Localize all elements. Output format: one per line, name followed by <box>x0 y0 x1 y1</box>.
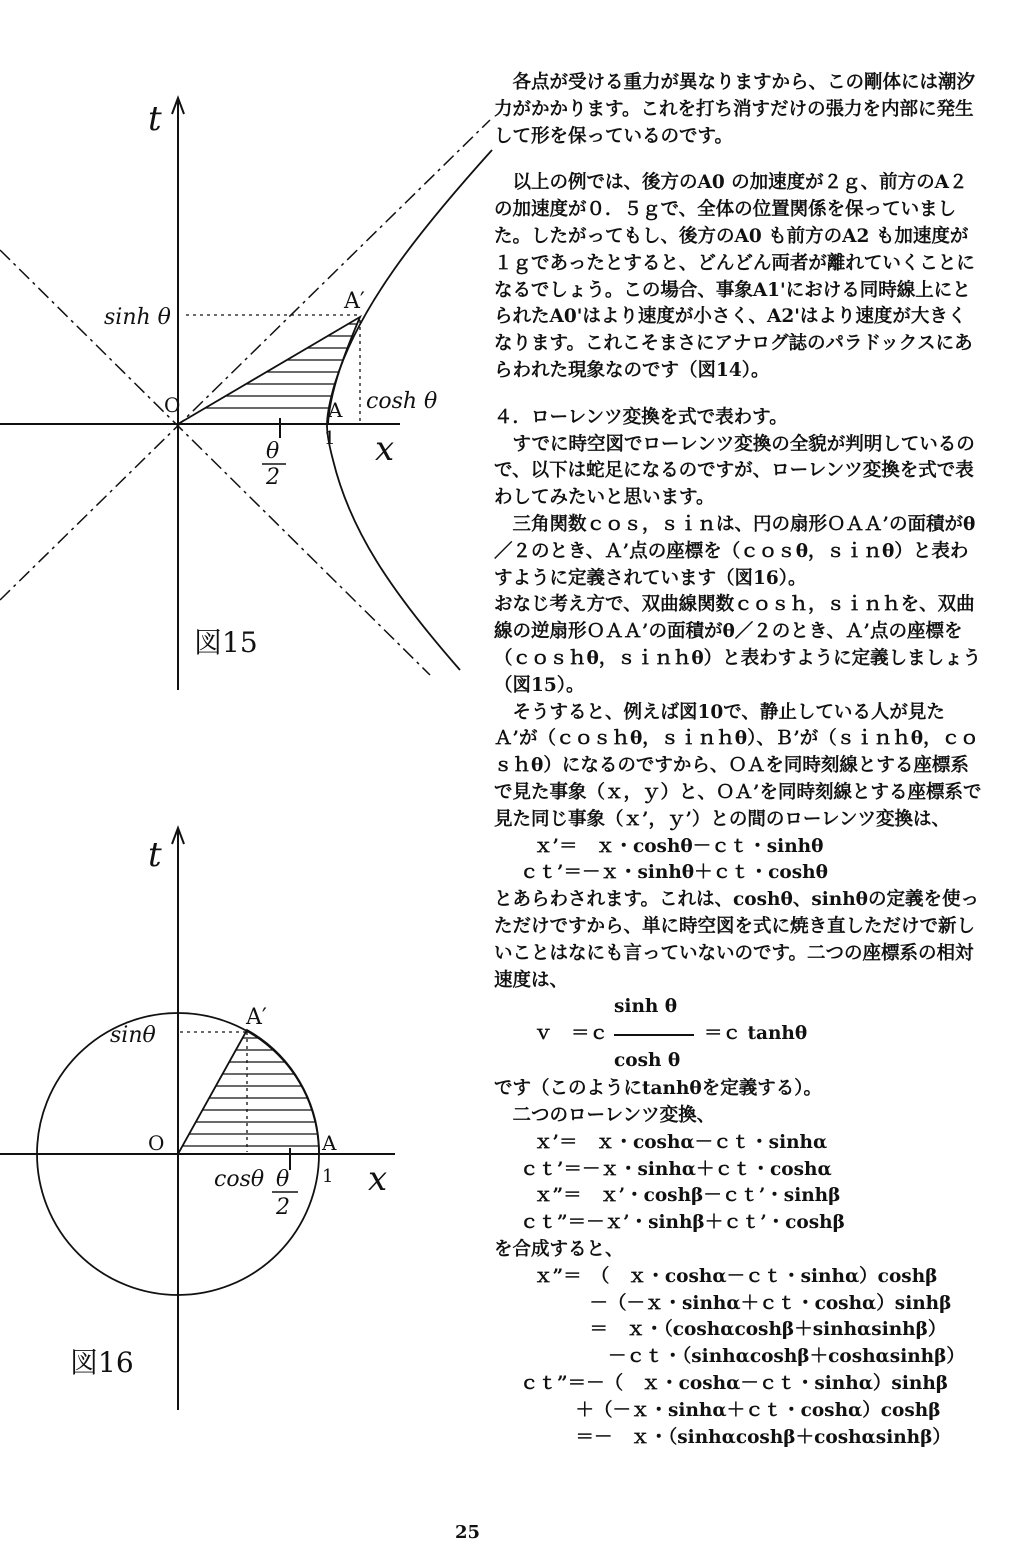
figure-16-caption: 図16 <box>70 1346 134 1379</box>
x-label: x <box>368 1159 388 1199</box>
page-number: 25 <box>455 1522 481 1543</box>
sinh-label: sinh θ <box>104 305 171 330</box>
paragraph-lorentz: そうすると、例えば図10で、静止している人が見たＡ’が（ｃｏｓｈθ，ｓｉｎｈθ）、Ｂ’が（ｓｉｎｈθ，ｃｏｓｈθ）になるのですから、ＯＡを同時刻線とする座標系で見た事象（ｘ，ｙ）と、ＯＡ’を同時刻線とする座標系で見た同じ事象（ｘ’，ｙ’）との間のローレンツ変換は、 <box>494 701 982 830</box>
figure-15-hyperbola <box>0 60 500 700</box>
equation-5: ｘ”＝ ｘ’・coshβ－ｃｔ’・sinhβ <box>534 1185 841 1207</box>
fraction-bar <box>614 1034 694 1036</box>
paragraph-tanh: です（このようにtanhθを定義する）。 <box>494 1078 823 1100</box>
figure-15-caption: 図15 <box>194 626 258 659</box>
origin-label: O <box>164 393 181 417</box>
circular-sector <box>178 1030 319 1154</box>
paragraph-acceleration: 以上の例では、後方のA0 の加速度が２ｇ、前方のA２ の加速度が０．５ｇで、全体の位置関係を保っていました。したがってもし、後方のA0 も前方のA2 も加速度が１ｇであったとすると、どんどん両者が離れていくことになるでしょう。この場合、事象A1'における同時線上にとられたA0'はより速度が小さく、A2'はより速度が大きくなります。これこそまさにアナログ誌のパラドックスにあらわれた現象なのです（図14）。 <box>494 172 975 381</box>
theta-numerator: θ <box>276 1167 290 1192</box>
fraction-numerator: sinh θ <box>614 996 678 1018</box>
t-label: t <box>148 835 162 875</box>
origin-label: O <box>148 1131 165 1155</box>
equation-4: ｃｔ’＝－ｘ・sinhα＋ｃｔ・coshα <box>520 1158 832 1180</box>
one-label: 1 <box>324 428 336 449</box>
cosh-label: cosh θ <box>366 389 438 414</box>
equation-10: －ｃｔ・（sinhαcoshβ＋coshαsinhβ） <box>534 1346 965 1368</box>
equation-8: －（－ｘ・sinhα＋ｃｔ・coshα）sinhβ <box>534 1292 952 1314</box>
figure-16-circle <box>0 820 480 1440</box>
equation-13: ＝－ ｘ・（sinhαcoshβ＋coshαsinhβ） <box>520 1426 951 1448</box>
t-label: t <box>148 99 162 139</box>
x-label: x <box>375 429 395 469</box>
text-column <box>494 70 984 1451</box>
equation-1: ｘ’＝ ｘ・coshθ－ｃｔ・sinhθ <box>534 835 824 857</box>
equation-3: ｘ’＝ ｘ・coshα－ｃｔ・sinhα <box>534 1131 828 1153</box>
equation-6: ｃｔ”＝－ｘ’・sinhβ＋ｃｔ’・coshβ <box>520 1212 845 1234</box>
theta-denominator: 2 <box>266 465 280 490</box>
paragraph-compose: を合成すると、 <box>494 1239 624 1261</box>
theta-denominator: 2 <box>276 1195 290 1220</box>
a-label: A <box>328 398 343 422</box>
equation-9: ＝ ｘ・（coshαcoshβ＋sinhαsinhβ） <box>534 1319 947 1341</box>
fraction-denominator: cosh θ <box>614 1050 681 1072</box>
equation-2: ｃｔ’＝－ｘ・sinhθ＋ｃｔ・coshθ <box>520 862 828 884</box>
velocity-fraction <box>494 994 984 1076</box>
one-label: 1 <box>322 1166 334 1187</box>
paragraph-tidal: 各点が受ける重力が異なりますから、この剛体には潮汐力がかかります。これを打ち消すだけの張力を内部に発生して形を保っているのです。 <box>494 72 976 147</box>
paragraph-definition: とあらわされます。これは、coshθ、sinhθの定義を使っただけですから、単に時空図を式に焼き直しただけで新しいことはなにも言っていないのです。二つの座標系の相対速度は、 <box>494 889 980 991</box>
equation-7: ｘ”＝ （ ｘ・coshα－ｃｔ・sinhα）coshβ <box>534 1265 938 1287</box>
equation-12: ＋（－ｘ・sinhα＋ｃｔ・coshα）coshβ <box>520 1399 941 1421</box>
fraction-rhs: ＝ｃ tanhθ <box>704 1023 808 1045</box>
paragraph-hyperbolic: おなじ考え方で、双曲線関数ｃｏｓｈ，ｓｉｎｈを、双曲線の逆扇形ＯＡＡ’の面積がθ／２のとき、Ａ’点の座標を（ｃｏｓｈθ，ｓｉｎｈθ）と表わすように定義しましょう（図15）。 <box>494 594 982 696</box>
sin-label: sinθ <box>110 1023 156 1048</box>
paragraph-intro: すでに時空図でローレンツ変換の全貌が判明しているので、以下は蛇足になるのですが、ローレンツ変換を式で表わしてみたいと思います。 <box>494 433 975 509</box>
a-prime-label: A′ <box>344 289 365 314</box>
theta-numerator: θ <box>266 439 280 464</box>
cos-label: cosθ <box>214 1167 265 1192</box>
a-prime-label: A′ <box>246 1005 267 1030</box>
equation-11: ｃｔ”＝－（ ｘ・coshα－ｃｔ・sinhα）sinhβ <box>520 1373 949 1395</box>
asymptote-2 <box>0 120 490 600</box>
paragraph-two-transforms: 二つのローレンツ変換、 <box>512 1105 716 1127</box>
a-label: A <box>322 1131 337 1155</box>
paragraph-trig: 三角関数ｃｏｓ，ｓｉｎは、円の扇形ＯＡＡ’の面積がθ／２のとき、Ａ’点の座標を（ｃｏｓθ，ｓｉｎθ）と表わすように定義されています（図16）。 <box>494 513 976 589</box>
fraction-lhs: ｖ ＝ｃ <box>534 1023 609 1045</box>
section-heading: ４．ローレンツ変換を式で表わす。 <box>494 406 788 428</box>
